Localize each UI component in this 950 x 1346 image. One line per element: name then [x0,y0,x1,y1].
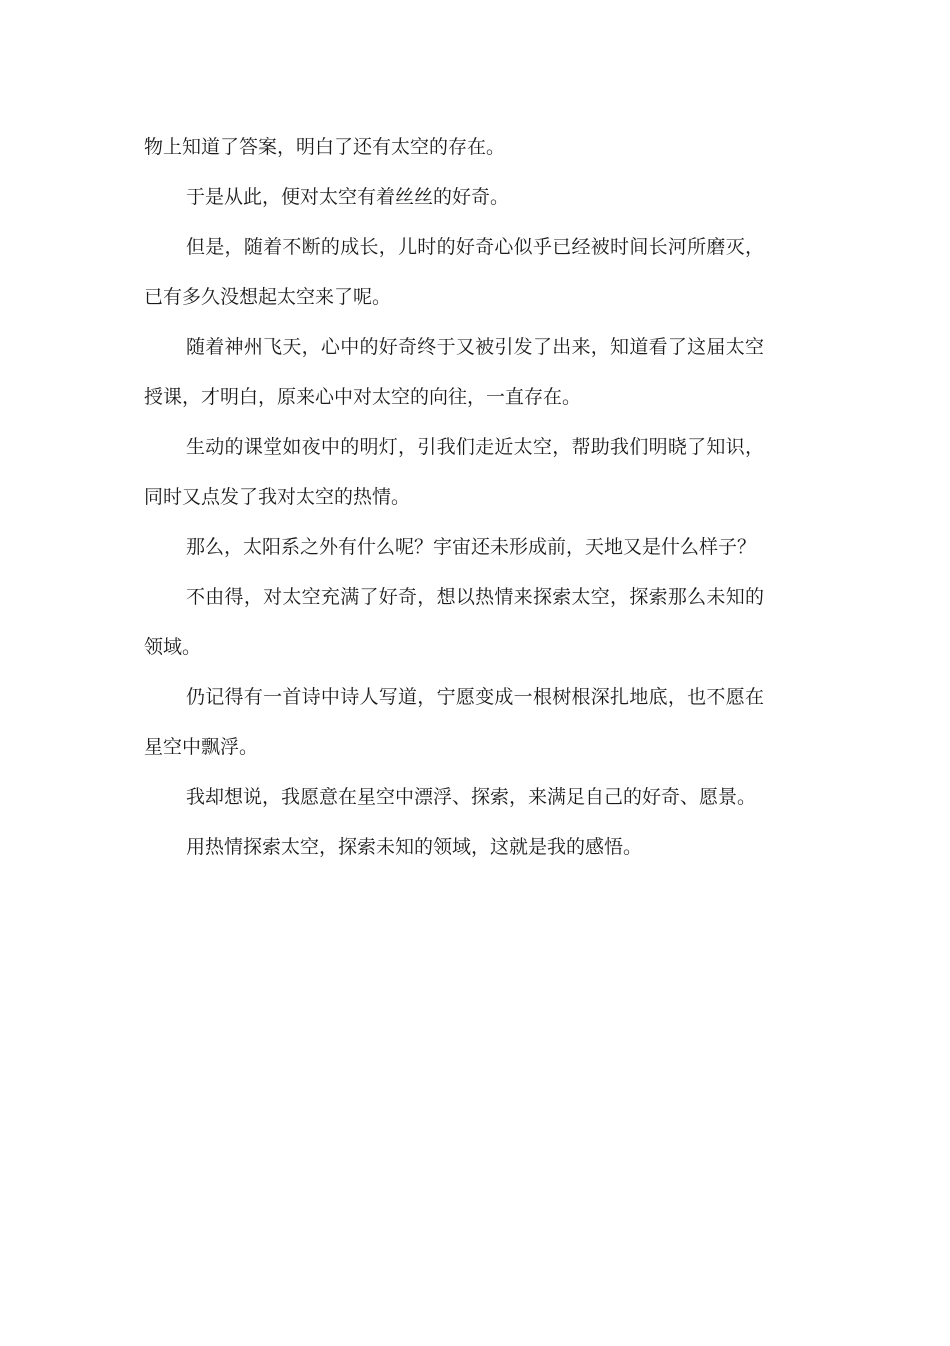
paragraph-10: 用热情探索太空，探索未知的领域，这就是我的感悟。 [186,836,643,858]
paragraph-2: 于是从此，便对太空有着丝丝的好奇。 [186,186,510,208]
paragraph-4: 随着神州飞天，心中的好奇终于又被引发了出来，知道看了这届太空授课，才明白，原来心中对太空的向往，一直存在。 [144,336,764,408]
paragraph-7: 不由得，对太空充满了好奇，想以热情来探索太空，探索那么未知的领域。 [144,586,764,658]
paragraph-3: 但是，随着不断的成长，儿时的好奇心似乎已经被时间长河所磨灭，已有多久没想起太空来了呢。 [144,236,764,308]
essay-body [144,122,764,872]
paragraph-8: 仍记得有一首诗中诗人写道，宁愿变成一根树根深扎地底，也不愿在星空中飘浮。 [144,686,764,758]
paragraph-9: 我却想说，我愿意在星空中漂浮、探索，来满足自己的好奇、愿景。 [186,786,757,808]
paragraph-5: 生动的课堂如夜中的明灯，引我们走近太空，帮助我们明晓了知识，同时又点发了我对太空的热情。 [144,436,764,508]
paragraph-1: 物上知道了答案，明白了还有太空的存在。 [144,136,506,158]
paragraph-6: 那么，太阳系之外有什么呢？宇宙还未形成前，天地又是什么样子？ [186,536,757,558]
